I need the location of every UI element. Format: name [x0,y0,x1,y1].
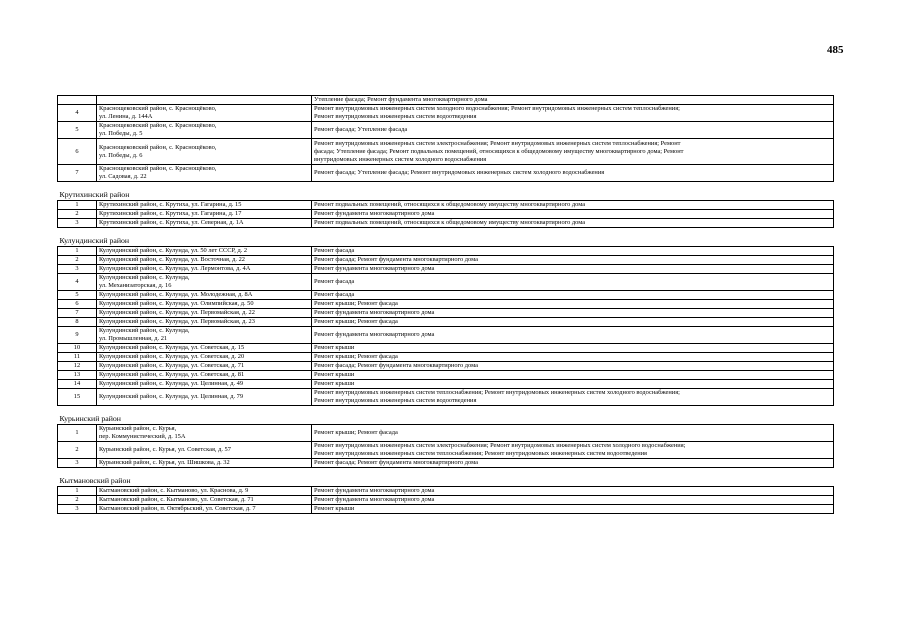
address-cell [97,256,312,265]
row-number-cell: 15 [58,389,97,406]
works-line: Ремонт фундамента многоквартирного дома [314,210,435,217]
table-row [58,344,834,353]
table-row [58,219,834,228]
works-line: Ремонт внутридомовых инженерных систем электроснабжения; Ремонт внутридомовых инженерных систем холодного водоснабжения; [314,442,686,449]
works-cell [312,487,834,496]
table-row [58,139,834,165]
address-line: Кулундинский район, с. Кулунда, ул. Целинная, д. 79 [99,393,244,400]
address-cell [97,459,312,468]
address-cell [97,487,312,496]
address-line: ул. Садовая, д. 22 [99,173,147,180]
address-line: Крутихинский район, с. Крутиха, ул. Гагарина, д. 15 [99,201,242,208]
works-line: Ремонт фасада; Утепление фасада [314,126,408,133]
works-cell [312,265,834,274]
row-number-cell: 1 [58,487,97,496]
row-number-cell: 3 [58,265,97,274]
works-cell [312,219,834,228]
district-header [58,468,834,487]
works-line: Ремонт крыши [314,371,355,378]
row-number-cell [58,96,97,105]
works-line: Ремонт фасада [314,278,355,285]
address-cell [97,300,312,309]
row-number-cell: 7 [58,309,97,318]
row-number-cell: 14 [58,380,97,389]
works-line: Ремонт внутридомовых инженерных систем холодного водоснабжения; Ремонт внутридомовых инженерных систем теплоснабжения; [314,105,680,112]
address-cell [97,309,312,318]
table-row [58,210,834,219]
district-header [58,182,834,201]
table-row [58,300,834,309]
row-number-cell: 4 [58,105,97,122]
works-cell [312,425,834,442]
district-title: Крутихинский район [59,190,130,199]
address-cell [97,344,312,353]
works-line: Ремонт фасада; Ремонт фундамента многоквартирного дома [314,256,478,263]
address-line: Кытмановский район, п. Октябрьский, ул. Советская, д. 7 [99,505,256,512]
works-line: Ремонт фундамента многоквартирного дома [314,309,435,316]
address-line: ул. Промышленная, д. 21 [99,335,168,342]
address-line: пер. Коммунистический, д. 15А [99,433,186,440]
row-number-cell: 1 [58,201,97,210]
works-cell [312,505,834,514]
table-row [58,274,834,291]
works-line: Ремонт внутридомовых инженерных систем водоотведения [314,397,477,404]
works-line: фасада; Утепление фасада; Ремонт подвальных помещений, относящихся к общедомовому имуществу многоквартирного дома; Ремонт [314,147,684,155]
address-cell [97,274,312,291]
district-title: Кулундинский район [59,236,130,245]
address-cell [97,165,312,182]
address-cell [97,96,312,105]
address-line: Крутихинский район, с. Крутиха, ул. Гагарина, д. 17 [99,210,242,217]
table-row [58,353,834,362]
address-line: Кулундинский район, с. Кулунда, ул. Первомайская, д. 23 [99,318,255,325]
row-number-cell: 1 [58,425,97,442]
row-number-cell: 3 [58,459,97,468]
repair-works-table [57,95,834,514]
address-cell [97,219,312,228]
works-cell [312,274,834,291]
table-row [58,201,834,210]
address-cell [97,247,312,256]
works-line: Ремонт фасада [314,291,355,298]
address-cell [97,318,312,327]
address-cell [97,505,312,514]
works-line: Ремонт крыши [314,505,355,512]
address-line: Кулундинский район, с. Кулунда, ул. Восточная, д. 22 [99,256,245,263]
works-line: Ремонт фундамента многоквартирного дома [314,487,435,494]
district-header [58,406,834,425]
district-header [58,228,834,247]
address-line: ул. Механизаторская, д. 16 [99,282,172,289]
row-number-cell: 2 [58,442,97,459]
works-cell [312,122,834,139]
address-cell [97,210,312,219]
table-row [58,380,834,389]
table-row [58,442,834,459]
address-line: Кытмановский район, с. Кытманово, ул. Советская, д. 71 [99,496,254,503]
address-line: Кулундинский район, с. Кулунда, ул. Молодежная, д. 8А [99,291,253,298]
table-row [58,256,834,265]
row-number-cell: 7 [58,165,97,182]
table-row [58,291,834,300]
row-number-cell: 3 [58,505,97,514]
address-cell [97,291,312,300]
address-line: ул. Победы, д. 5 [99,130,143,137]
address-line: Кулундинский район, с. Кулунда, ул. Советская, д. 20 [99,353,245,360]
works-line: Ремонт фундамента многоквартирного дома [314,496,435,503]
works-cell [312,247,834,256]
table-row [58,105,834,122]
address-line: Краснощековский район, с. Краснощёково, [99,165,217,172]
table-row [58,425,834,442]
row-number-cell: 2 [58,210,97,219]
table-row [58,265,834,274]
address-line: Кытмановский район, с. Кытманово, ул. Краснова, д. 9 [99,487,249,494]
row-number-cell: 9 [58,327,97,344]
address-line: Крутихинский район, с. Крутиха, ул. Северная, д. 1А [99,219,244,226]
page-number: 485 [827,44,844,56]
address-cell [97,353,312,362]
address-line: ул. Победы, д. 6 [99,151,143,159]
works-cell [312,210,834,219]
address-cell [97,389,312,406]
works-cell [312,344,834,353]
address-line: Краснощековский район, с. Краснощёково, [99,122,217,129]
address-line: Кулундинский район, с. Кулунда, ул. 50 лет СССР, д. 2 [99,247,248,254]
works-line: Ремонт фасада [314,247,355,254]
works-line: Ремонт подвальных помещений, относящихся к общедомовому имуществу многоквартирного дома [314,201,586,208]
district-title: Курьинский район [59,414,121,423]
works-line: внутридомовых инженерных систем холодного водоснабжения [314,155,487,163]
table-row [58,371,834,380]
works-cell [312,442,834,459]
row-number-cell: 3 [58,219,97,228]
works-line: Ремонт крыши [314,380,355,387]
works-cell [312,291,834,300]
row-number-cell: 6 [58,139,97,165]
works-cell [312,496,834,505]
row-number-cell: 2 [58,256,97,265]
district-title: Кытмановский район [59,476,131,485]
table-row [58,505,834,514]
row-number-cell: 13 [58,371,97,380]
works-cell [312,165,834,182]
address-cell [97,371,312,380]
address-line: ул. Ленина, д. 144А [99,113,153,120]
row-number-cell: 6 [58,300,97,309]
table-row [58,459,834,468]
row-number-cell: 10 [58,344,97,353]
works-cell [312,139,834,165]
table-body [58,96,834,514]
works-cell [312,256,834,265]
address-line: Кулундинский район, с. Кулунда, ул. Советская, д. 71 [99,362,245,369]
works-line: Ремонт крыши; Ремонт фасада [314,429,398,436]
table-row [58,362,834,371]
address-line: Краснощековский район, с. Краснощёково, [99,143,217,151]
works-cell [312,96,834,105]
row-number-cell: 8 [58,318,97,327]
works-cell [312,362,834,371]
row-number-cell: 2 [58,496,97,505]
address-line: Кулундинский район, с. Кулунда, ул. Советская, д. 81 [99,371,245,378]
row-number-cell: 4 [58,274,97,291]
address-line: Кулундинский район, с. Кулунда, ул. Советская, д. 15 [99,344,245,351]
table-row [58,496,834,505]
works-cell [312,327,834,344]
address-cell [97,265,312,274]
works-line: Ремонт фундамента многоквартирного дома [314,331,435,338]
table-row [58,327,834,344]
table-row [58,487,834,496]
works-line: Ремонт крыши; Ремонт фасада [314,300,398,307]
works-line: Ремонт фасада; Утепление фасада; Ремонт внутридомовых инженерных систем холодного водоснабжения [314,169,605,176]
address-line: Кулундинский район, с. Кулунда, ул. Олимпийская, д. 50 [99,300,254,307]
table-row [58,247,834,256]
address-cell [97,327,312,344]
address-cell [97,380,312,389]
works-line: Ремонт крыши [314,344,355,351]
table-row [58,318,834,327]
table-row [58,122,834,139]
address-line: Курьинский район, с. Курья, ул. Шишкова, д. 32 [99,459,230,466]
address-line: Кулундинский район, с. Кулунда, ул. Целинная, д. 49 [99,380,244,387]
address-cell [97,425,312,442]
works-cell [312,201,834,210]
works-line: Ремонт фундамента многоквартирного дома [314,265,435,272]
works-cell [312,353,834,362]
works-line: Ремонт подвальных помещений, относящихся к общедомовому имуществу многоквартирного дома [314,219,586,226]
address-line: Курьинский район, с. Курья, ул. Советская, д. 57 [99,446,231,453]
works-line: Утепление фасада; Ремонт фундамента многоквартирного дома [314,96,488,103]
works-cell [312,371,834,380]
address-cell [97,496,312,505]
works-cell [312,105,834,122]
row-number-cell: 1 [58,247,97,256]
address-line: Кулундинский район, с. Кулунда, [99,274,190,281]
works-line: Ремонт внутридомовых инженерных систем теплоснабжения; Ремонт внутридомовых инженерных систем холодного водоснабжения; [314,389,680,396]
works-line: Ремонт фасада; Ремонт фундамента многоквартирного дома [314,362,478,369]
works-cell [312,380,834,389]
address-cell [97,105,312,122]
works-cell [312,318,834,327]
address-cell [97,442,312,459]
address-line: Краснощековский район, с. Краснощёково, [99,105,217,112]
table-row [58,96,834,105]
address-cell [97,122,312,139]
address-cell [97,201,312,210]
address-line: Курьинский район, с. Курья, [99,425,177,432]
works-cell [312,309,834,318]
works-line: Ремонт внутридомовых инженерных систем теплоснабжения; Ремонт внутридомовых инженерных систем водоотведения [314,450,647,457]
address-line: Кулундинский район, с. Кулунда, ул. Лермонтова, д. 4А [99,265,251,272]
address-cell [97,139,312,165]
row-number-cell: 11 [58,353,97,362]
row-number-cell: 5 [58,291,97,300]
works-line: Ремонт крыши; Ремонт фасада [314,318,398,325]
works-cell [312,389,834,406]
works-cell [312,300,834,309]
works-cell [312,459,834,468]
row-number-cell: 5 [58,122,97,139]
address-line: Кулундинский район, с. Кулунда, [99,327,190,334]
row-number-cell: 12 [58,362,97,371]
table-row [58,165,834,182]
works-line: Ремонт внутридомовых инженерных систем электроснабжения; Ремонт внутридомовых инженерных систем теплоснабжения; Ремонт [314,139,681,147]
works-line: Ремонт крыши; Ремонт фасада [314,353,398,360]
address-line: Кулундинский район, с. Кулунда, ул. Первомайская, д. 22 [99,309,255,316]
works-line: Ремонт фасада; Ремонт фундамента многоквартирного дома [314,459,478,466]
address-cell [97,362,312,371]
works-line: Ремонт внутридомовых инженерных систем водоотведения [314,113,477,120]
table-row [58,309,834,318]
table-row [58,389,834,406]
